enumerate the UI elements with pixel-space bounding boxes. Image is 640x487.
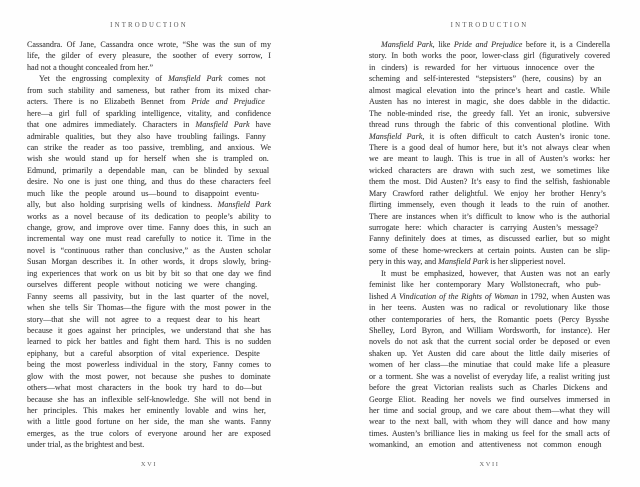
text-line: other contemporaries of hers, the Romantic poets (Percy Bysshe (369, 314, 609, 324)
text-line: times. Austen’s brilliance lies in making us feel for the small acts of (369, 428, 610, 438)
page-right (369, 0, 610, 487)
running-header: INTRODUCTION (450, 22, 529, 29)
text-line: because it goes against her principles, we understand that she has (27, 325, 271, 335)
text-line: womankind, an emotion and attentiveness not common enough (369, 440, 602, 450)
text-line: story. In both works the poor, lower-class girl (figuratively covered (369, 51, 610, 61)
text-line: pery in this way, and Mansfield Park is her slipperiest novel. (369, 257, 566, 267)
text-line: thread runs through the fabric of this conventional plotline. With (369, 120, 610, 130)
text-line: wear to the next ball, with whom they will dance and how many (369, 417, 610, 427)
page-number: XVII (479, 461, 500, 468)
text-line: ing experiences that work on us bit by bit so that one day we find (27, 268, 271, 278)
text-line: that one admires immediately. Characters in Mansfield Park have (27, 120, 271, 130)
text-line: in cinders) is rewarded for her virtuous innocence over the (369, 62, 595, 72)
text-line: Austen has no interest in magic, she does dabble in the didactic. (369, 97, 610, 107)
text-line: much like the people around us—bound to disappoint eventu- (27, 188, 260, 198)
text-line: learned to pick her battles and fight them hard. This is no sudden (27, 337, 271, 347)
text-line: had not a thought concealed from her.” (27, 62, 154, 72)
text-line: epiphany, but a careful absorption of vital experience. Despite (27, 348, 260, 358)
text-line: being the most powerless individual in the story, Fanny comes to (27, 360, 271, 370)
text-line: her principles. This makes her eminently lovable and wins her, (27, 406, 266, 415)
text-line: Mansfield Park, like Pride and Prejudice before it, is a Cinderella (381, 40, 610, 49)
text-line: under trial, as the brightest and best. (27, 440, 145, 450)
text-line: Mary Crawford rather delightful. We enjoy her brother Henry’s (369, 188, 606, 198)
text-line: Mansfield Park, it is often difficult to catch Austen’s ironic tone. (369, 131, 610, 141)
text-line: George Eliot. Reading her novels we find ourselves immersed in (369, 394, 610, 404)
text-line: with a little good fortune on her side, the man she wants. Fanny (27, 417, 271, 427)
text-line: ourselves different people without noticing we were changing. (27, 280, 258, 290)
running-header: INTRODUCTION (110, 22, 188, 29)
page-left (27, 0, 271, 487)
text-line: desire. No one is just one thing, and thus do these characters feel (27, 177, 271, 187)
text-line: scheming and self-interested “stepsisters” (here, cousins) by an (369, 74, 602, 84)
text-line: or a torment. She was a novelist of everyday life, a realist writing just (369, 371, 610, 381)
text-line: story—that she will not agree to a request dear to his heart (27, 314, 261, 324)
text-line: life, the gilder of every pleasure, the soother of every sorrow, I (27, 51, 271, 61)
text-line: There are instances when it’s difficult to know who is the authorial (369, 211, 610, 221)
text-line: incremental way one must read carefully to notice it. Time in the (27, 234, 271, 244)
text-line: glow with the most power, not because she pushes to dominate (27, 371, 271, 381)
text-line: surrogate here: which character is carrying Austen’s message? (369, 223, 599, 232)
text-line: feminist like her contemporary Mary Wollstonecraft, who pub- (369, 280, 601, 290)
text-line: Shelley, Lord Byron, and William Wordsworth, for instance). Her (369, 325, 610, 335)
text-line: Yet the engrossing complexity of Mansfield Park comes not (39, 74, 266, 84)
text-line: Edmund, primarily a dependable man, can be blinded by sexual (27, 165, 270, 175)
text-line: Susan Morgan describes it. In other words, it drops slowly, bring- (27, 257, 271, 267)
text-line: her time and social group, and we care about them—what they will (369, 406, 610, 415)
text-line: shaken up. Yet Austen did care about the little daily miseries of (369, 348, 610, 358)
text-line: wish she would stand up for herself when she is trampled on. (27, 154, 269, 164)
text-line: before the great Victorian realists such as Charles Dickens and (369, 383, 608, 393)
text-line: here—a girl full of sparkling intelligence, vitality, and confidence (27, 108, 271, 118)
page-number: XVI (140, 461, 158, 468)
text-line: women of her class—the minutiae that could make life a pleasure (369, 360, 610, 370)
text-line: them the most. Did Austen? It’s easy to find the selfish, fashionable (369, 177, 610, 187)
text-line: wicked characters are drawn with such zest, we sometimes like (369, 165, 610, 175)
text-line: ally, but also holding surprising wells of kindness. Mansfield Park (27, 200, 271, 210)
text-line: Fanny definitely does at times, as discussed earlier, but so might (369, 234, 610, 244)
text-line: works as a novel because of its dedication to people’s ability to (27, 211, 271, 221)
text-line: acters. There is no Elizabeth Bennet from Pride and Prejudice (27, 97, 265, 107)
text-line: because she has an inflexible self-knowledge. She will not bend in (27, 394, 271, 404)
text-line: from such stability and sameness, but rather from its mixed char- (27, 85, 271, 95)
text-line: emerges, as the true colors of everyone around her are exposed (27, 428, 271, 438)
text-line: can strike the reader as too passive, trembling, and anxious. We (27, 142, 271, 152)
text-line: when she tells Sir Thomas—the figure with the most power in the (27, 303, 271, 313)
text-line: novel is “continuous rather than conclusive,” as the Austen scholar (27, 245, 271, 255)
page-body (369, 39, 610, 451)
text-line: lished A Vindication of the Rights of Woman in 1792, when Austen was (369, 291, 610, 301)
text-line: The noble-minded rise, the greedy fall. Yet an ironic, subversive (369, 108, 610, 118)
text-line: we are meant to laugh. This is true in all of Austen’s works: her (369, 154, 610, 164)
text-line: flirting immensely, even though it leads to the ruin of another. (369, 200, 610, 210)
text-line: admirable qualities, but they also have troubling failings. Fanny (27, 131, 266, 141)
text-line: change, grow, and improve over time. Fanny does this, in such an (27, 223, 271, 232)
text-line: Cassandra. Of Jane, Cassandra once wrote, “She was the sun of my (27, 40, 271, 49)
text-line: It must be emphasized, however, that Austen was not an early (381, 268, 610, 278)
text-line: in her teens. Austen was no radical or revolutionary like those (369, 303, 610, 313)
text-line: others—what most characters in the book try hard to do—but (27, 383, 262, 393)
text-line: novels do not ask that the current social order be deposed or even (369, 337, 610, 347)
text-line: There is a good deal of humor here, but it’s not always clear when (369, 142, 610, 152)
page-body (27, 39, 271, 451)
text-line: Fanny seems all passivity, but in the last quarter of the novel, (27, 291, 269, 301)
text-line: some of these home-wreckers at certain points. Austen can be slip- (369, 245, 610, 255)
text-line: almost magical elevation into the prince’s heart and castle. While (369, 85, 610, 95)
